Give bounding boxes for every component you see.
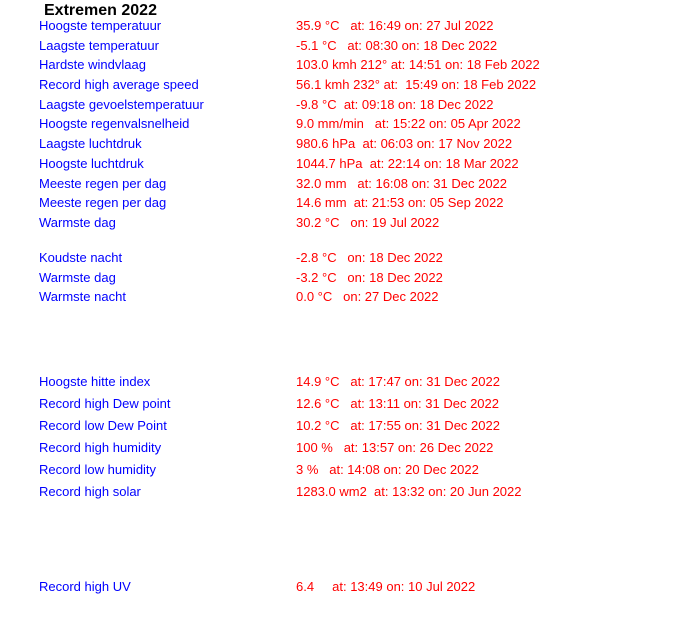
extreme-row (39, 134, 689, 154)
section-main-records (39, 16, 689, 233)
extreme-value: 0.0 °C on: 27 Dec 2022 (296, 289, 439, 305)
extreme-label: Record low humidity (39, 462, 157, 477)
extreme-value: -3.2 °C on: 18 Dec 2022 (296, 269, 443, 285)
extreme-label: Hoogste regenvalsnelheid (39, 116, 190, 132)
extreme-value: 100 % at: 13:57 on: 26 Dec 2022 (296, 440, 494, 455)
extreme-label: Record high Dew point (39, 396, 171, 411)
extreme-row (39, 213, 689, 233)
extreme-value: 6.4 at: 13:49 on: 10 Jul 2022 (296, 579, 476, 594)
page-title: Extremen 2022 (44, 2, 157, 19)
section-day-night-records (39, 248, 689, 307)
extreme-label: Warmste nacht (39, 289, 126, 305)
extreme-row (39, 95, 689, 115)
extreme-label: Laagste temperatuur (39, 37, 159, 53)
extreme-label: Meeste regen per dag (39, 175, 167, 191)
extreme-value: 9.0 mm/min at: 15:22 on: 05 Apr 2022 (296, 116, 521, 132)
extreme-value: -2.8 °C on: 18 Dec 2022 (296, 250, 443, 265)
extreme-label: Warmste dag (39, 214, 116, 230)
extreme-label: Laagste gevoelstemperatuur (39, 96, 204, 112)
extreme-value: -9.8 °C at: 09:18 on: 18 Dec 2022 (296, 96, 494, 112)
extreme-row (39, 481, 689, 503)
extreme-label: Koudste nacht (39, 250, 123, 265)
extreme-row (39, 248, 689, 268)
extreme-row (39, 393, 689, 415)
section-extra-records (39, 371, 689, 503)
extreme-label: Record high humidity (39, 440, 162, 455)
extreme-value: 3 % at: 14:08 on: 20 Dec 2022 (296, 462, 479, 477)
extreme-row (39, 577, 689, 597)
extreme-label: Record high average speed (39, 77, 199, 93)
extreme-row (39, 193, 689, 213)
extreme-row (39, 371, 689, 393)
extreme-value: 980.6 hPa at: 06:03 on: 17 Nov 2022 (296, 136, 513, 152)
extreme-value: 14.9 °C at: 17:47 on: 31 Dec 2022 (296, 374, 500, 389)
extreme-label: Hoogste luchtdruk (39, 155, 144, 171)
extreme-label: Hoogste temperatuur (39, 18, 162, 33)
extreme-value: 56.1 kmh 232° at: 15:49 on: 18 Feb 2022 (296, 77, 537, 93)
extreme-row (39, 437, 689, 459)
extreme-row (39, 154, 689, 174)
extreme-row (39, 16, 689, 36)
extreme-row (39, 459, 689, 481)
extreme-row (39, 36, 689, 56)
extreme-label: Warmste dag (39, 269, 116, 285)
extreme-row (39, 415, 689, 437)
extreme-label: Laagste luchtdruk (39, 136, 142, 152)
extreme-row (39, 114, 689, 134)
extreme-label: Hardste windvlaag (39, 57, 146, 73)
section-uv-record (39, 577, 689, 597)
extreme-row (39, 174, 689, 194)
extreme-row (39, 268, 689, 288)
extreme-value: 1044.7 hPa at: 22:14 on: 18 Mar 2022 (296, 155, 519, 171)
extreme-value: 32.0 mm at: 16:08 on: 31 Dec 2022 (296, 175, 508, 191)
extreme-value: 1283.0 wm2 at: 13:32 on: 20 Jun 2022 (296, 484, 522, 499)
extreme-value: 35.9 °C at: 16:49 on: 27 Jul 2022 (296, 18, 494, 33)
extreme-label: Hoogste hitte index (39, 374, 151, 389)
extreme-value: 12.6 °C at: 13:11 on: 31 Dec 2022 (296, 396, 499, 411)
extreme-label: Record high UV (39, 579, 131, 594)
extreme-value: 103.0 kmh 212° at: 14:51 on: 18 Feb 2022 (296, 57, 540, 73)
extreme-row (39, 55, 689, 75)
extreme-row (39, 287, 689, 307)
extreme-value: 30.2 °C on: 19 Jul 2022 (296, 214, 440, 230)
extreme-row (39, 75, 689, 95)
extreme-label: Record low Dew Point (39, 418, 167, 433)
extreme-value: 10.2 °C at: 17:55 on: 31 Dec 2022 (296, 418, 500, 433)
extreme-label: Meeste regen per dag (39, 195, 167, 211)
extreme-value: -5.1 °C at: 08:30 on: 18 Dec 2022 (296, 37, 498, 53)
extreme-label: Record high solar (39, 484, 141, 499)
extreme-value: 14.6 mm at: 21:53 on: 05 Sep 2022 (296, 195, 504, 211)
